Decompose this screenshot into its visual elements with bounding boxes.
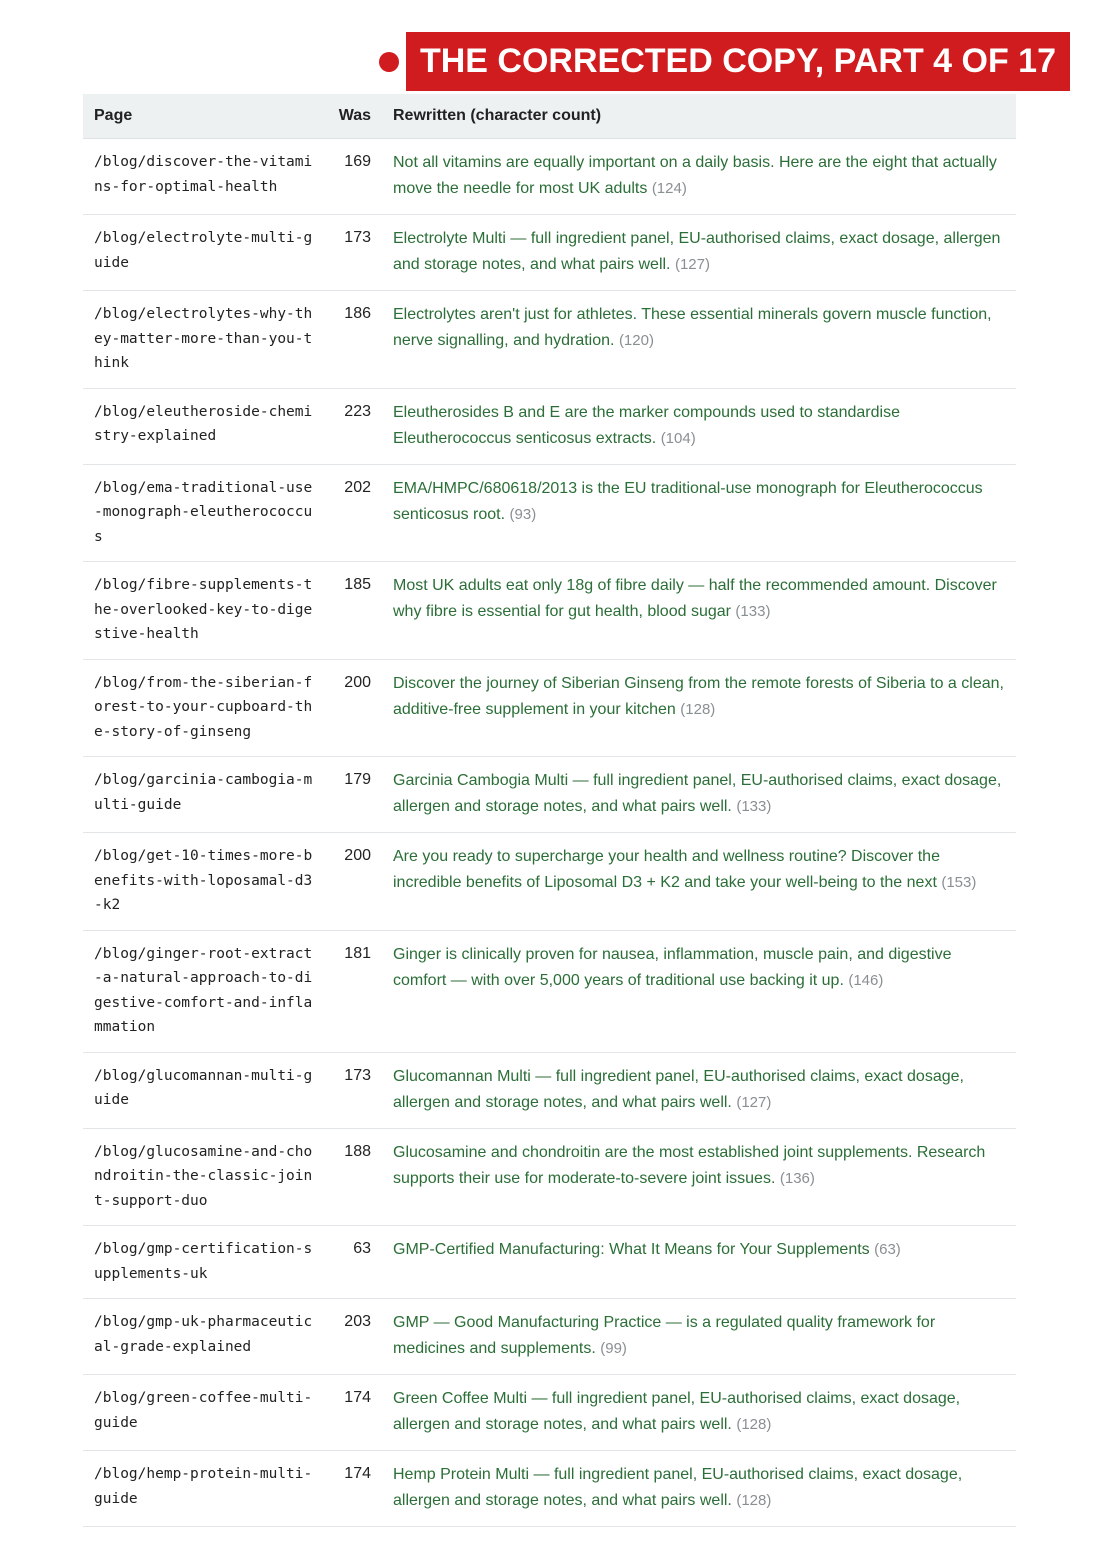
character-count: (127) xyxy=(736,1093,772,1111)
rewritten-text: Garcinia Cambogia Multi — full ingredient panel, EU-authorised claims, exact dosage, allergen and storage notes, and what pairs well. xyxy=(393,772,1002,815)
was-count: 200 xyxy=(327,833,382,931)
was-count: 188 xyxy=(327,1128,382,1226)
character-count: (128) xyxy=(736,1416,772,1433)
rewritten-text: Glucomannan Multi — full ingredient panel, EU-authorised claims, exact dosage, allergen and storage notes, and what pairs well. xyxy=(393,1067,964,1111)
rewritten-cell xyxy=(382,1128,1016,1226)
rewritten-text: Eleutherosides B and E are the marker compounds used to standardise Eleutherococcus senticosus extracts. xyxy=(393,403,900,447)
rewritten-cell xyxy=(382,1226,1016,1299)
rewritten-cell xyxy=(382,291,1016,389)
table-row xyxy=(83,1451,1016,1527)
was-count: 202 xyxy=(327,464,382,562)
character-count: (104) xyxy=(660,429,696,447)
was-count: 174 xyxy=(327,1375,382,1451)
header-rewritten: Rewritten (character count) xyxy=(382,94,1016,139)
table-row xyxy=(83,215,1016,291)
character-count: (128) xyxy=(736,1492,772,1509)
was-count: 186 xyxy=(327,291,382,389)
rewritten-text: Electrolyte Multi — full ingredient panel, EU-authorised claims, exact dosage, allergen and storage notes, and what pairs well. xyxy=(393,230,1001,273)
table-header-row xyxy=(83,94,1016,139)
table-row xyxy=(83,659,1016,757)
character-count: (136) xyxy=(779,1169,815,1187)
header-was: Was xyxy=(327,94,382,139)
character-count: (127) xyxy=(674,256,710,273)
rewritten-text: Hemp Protein Multi — full ingredient panel, EU-authorised claims, exact dosage, allergen and storage notes, and what pairs well. xyxy=(393,1466,963,1509)
rewritten-cell xyxy=(382,757,1016,833)
page-path: /blog/from-the-siberian-forest-to-your-cupboard-the-story-of-ginseng xyxy=(83,659,327,757)
table-row xyxy=(83,1128,1016,1226)
table-row xyxy=(83,833,1016,931)
rewritten-text: Most UK adults eat only 18g of fibre daily — half the recommended amount. Discover why fibre is essential for gut health, blood sugar xyxy=(393,577,997,620)
rewritten-cell xyxy=(382,1375,1016,1451)
table-row xyxy=(83,1226,1016,1299)
rewritten-cell xyxy=(382,215,1016,291)
rewritten-text: Not all vitamins are equally important on a daily basis. Here are the eight that actually move the needle for most UK adults xyxy=(393,154,997,197)
rewritten-cell xyxy=(382,659,1016,757)
character-count: (124) xyxy=(651,180,687,197)
character-count: (133) xyxy=(735,603,771,620)
table-row xyxy=(83,930,1016,1052)
page-path: /blog/electrolytes-why-they-matter-more-than-you-think xyxy=(83,291,327,389)
rewritten-cell xyxy=(382,139,1016,215)
was-count: 173 xyxy=(327,1052,382,1128)
rewritten-cell xyxy=(382,1451,1016,1527)
page-path: /blog/gmp-certification-supplements-uk xyxy=(83,1226,327,1299)
table-row xyxy=(83,562,1016,660)
was-count: 203 xyxy=(327,1299,382,1375)
rewritten-cell xyxy=(382,562,1016,660)
page-path: /blog/hemp-protein-multi-guide xyxy=(83,1451,327,1527)
page-path: /blog/eleutheroside-chemistry-explained xyxy=(83,388,327,464)
rewritten-cell xyxy=(382,464,1016,562)
rewritten-text: Electrolytes aren't just for athletes. These essential minerals govern muscle function, nerve signalling, and hydration. xyxy=(393,306,992,349)
rewritten-cell xyxy=(382,833,1016,931)
rewritten-text: Green Coffee Multi — full ingredient panel, EU-authorised claims, exact dosage, allergen and storage notes, and what pairs well. xyxy=(393,1390,961,1433)
rewritten-text: Discover the journey of Siberian Ginseng from the remote forests of Siberia to a clean, additive-free supplement in your kitchen xyxy=(393,674,1004,718)
rewritten-cell xyxy=(382,930,1016,1052)
page-path: /blog/green-coffee-multi-guide xyxy=(83,1375,327,1451)
rewritten-cell xyxy=(382,1052,1016,1128)
rewritten-text: EMA/HMPC/680618/2013 is the EU traditional-use monograph for Eleutherococcus senticosus root. xyxy=(393,479,983,523)
was-count: 174 xyxy=(327,1451,382,1527)
character-count: (63) xyxy=(874,1241,901,1258)
banner xyxy=(379,32,1070,91)
was-count: 169 xyxy=(327,139,382,215)
table-row xyxy=(83,388,1016,464)
page-path: /blog/garcinia-cambogia-multi-guide xyxy=(83,757,327,833)
table-row xyxy=(83,464,1016,562)
was-count: 185 xyxy=(327,562,382,660)
character-count: (128) xyxy=(680,700,716,718)
red-dot-icon xyxy=(379,52,399,72)
rewritten-text: GMP — Good Manufacturing Practice — is a regulated quality framework for medicines and supplements. xyxy=(393,1314,936,1357)
rewritten-text: Glucosamine and chondroitin are the most established joint supplements. Research supports their use for moderate-to-severe joint issues. xyxy=(393,1143,986,1187)
character-count: (153) xyxy=(941,874,977,891)
table-row xyxy=(83,1375,1016,1451)
table-row xyxy=(83,757,1016,833)
table-row xyxy=(83,139,1016,215)
page-path: /blog/gmp-uk-pharmaceutical-grade-explained xyxy=(83,1299,327,1375)
character-count: (93) xyxy=(509,505,537,523)
page-path: /blog/fibre-supplements-the-overlooked-key-to-digestive-health xyxy=(83,562,327,660)
was-count: 223 xyxy=(327,388,382,464)
was-count: 173 xyxy=(327,215,382,291)
table-row xyxy=(83,1052,1016,1128)
was-count: 200 xyxy=(327,659,382,757)
was-count: 63 xyxy=(327,1226,382,1299)
rewritten-cell xyxy=(382,388,1016,464)
table-row xyxy=(83,1299,1016,1375)
rewritten-text: Are you ready to supercharge your health and wellness routine? Discover the incredible benefits of Liposomal D3 + K2 and take your well-being to the next xyxy=(393,848,940,891)
banner-title: THE CORRECTED COPY, PART 4 OF 17 xyxy=(406,32,1070,91)
header-page: Page xyxy=(83,94,327,139)
character-count: (133) xyxy=(736,798,772,815)
page-path: /blog/glucosamine-and-chondroitin-the-classic-joint-support-duo xyxy=(83,1128,327,1226)
rewritten-cell xyxy=(382,1299,1016,1375)
table-row xyxy=(83,291,1016,389)
character-count: (120) xyxy=(618,332,654,349)
rewritten-text: GMP-Certified Manufacturing: What It Means for Your Supplements xyxy=(393,1241,870,1258)
was-count: 181 xyxy=(327,930,382,1052)
was-count: 179 xyxy=(327,757,382,833)
page-path: /blog/discover-the-vitamins-for-optimal-health xyxy=(83,139,327,215)
character-count: (99) xyxy=(600,1340,627,1357)
page-path: /blog/get-10-times-more-benefits-with-loposamal-d3-k2 xyxy=(83,833,327,931)
page-path: /blog/ginger-root-extract-a-natural-approach-to-digestive-comfort-and-inflammation xyxy=(83,930,327,1052)
page-path: /blog/ema-traditional-use-monograph-eleutherococcus xyxy=(83,464,327,562)
page-path: /blog/electrolyte-multi-guide xyxy=(83,215,327,291)
page-path: /blog/glucomannan-multi-guide xyxy=(83,1052,327,1128)
rewritten-text: Ginger is clinically proven for nausea, inflammation, muscle pain, and digestive comfort — with over 5,000 years of traditional use backing it up. xyxy=(393,945,952,989)
corrections-table xyxy=(83,94,1016,1527)
character-count: (146) xyxy=(848,971,884,989)
